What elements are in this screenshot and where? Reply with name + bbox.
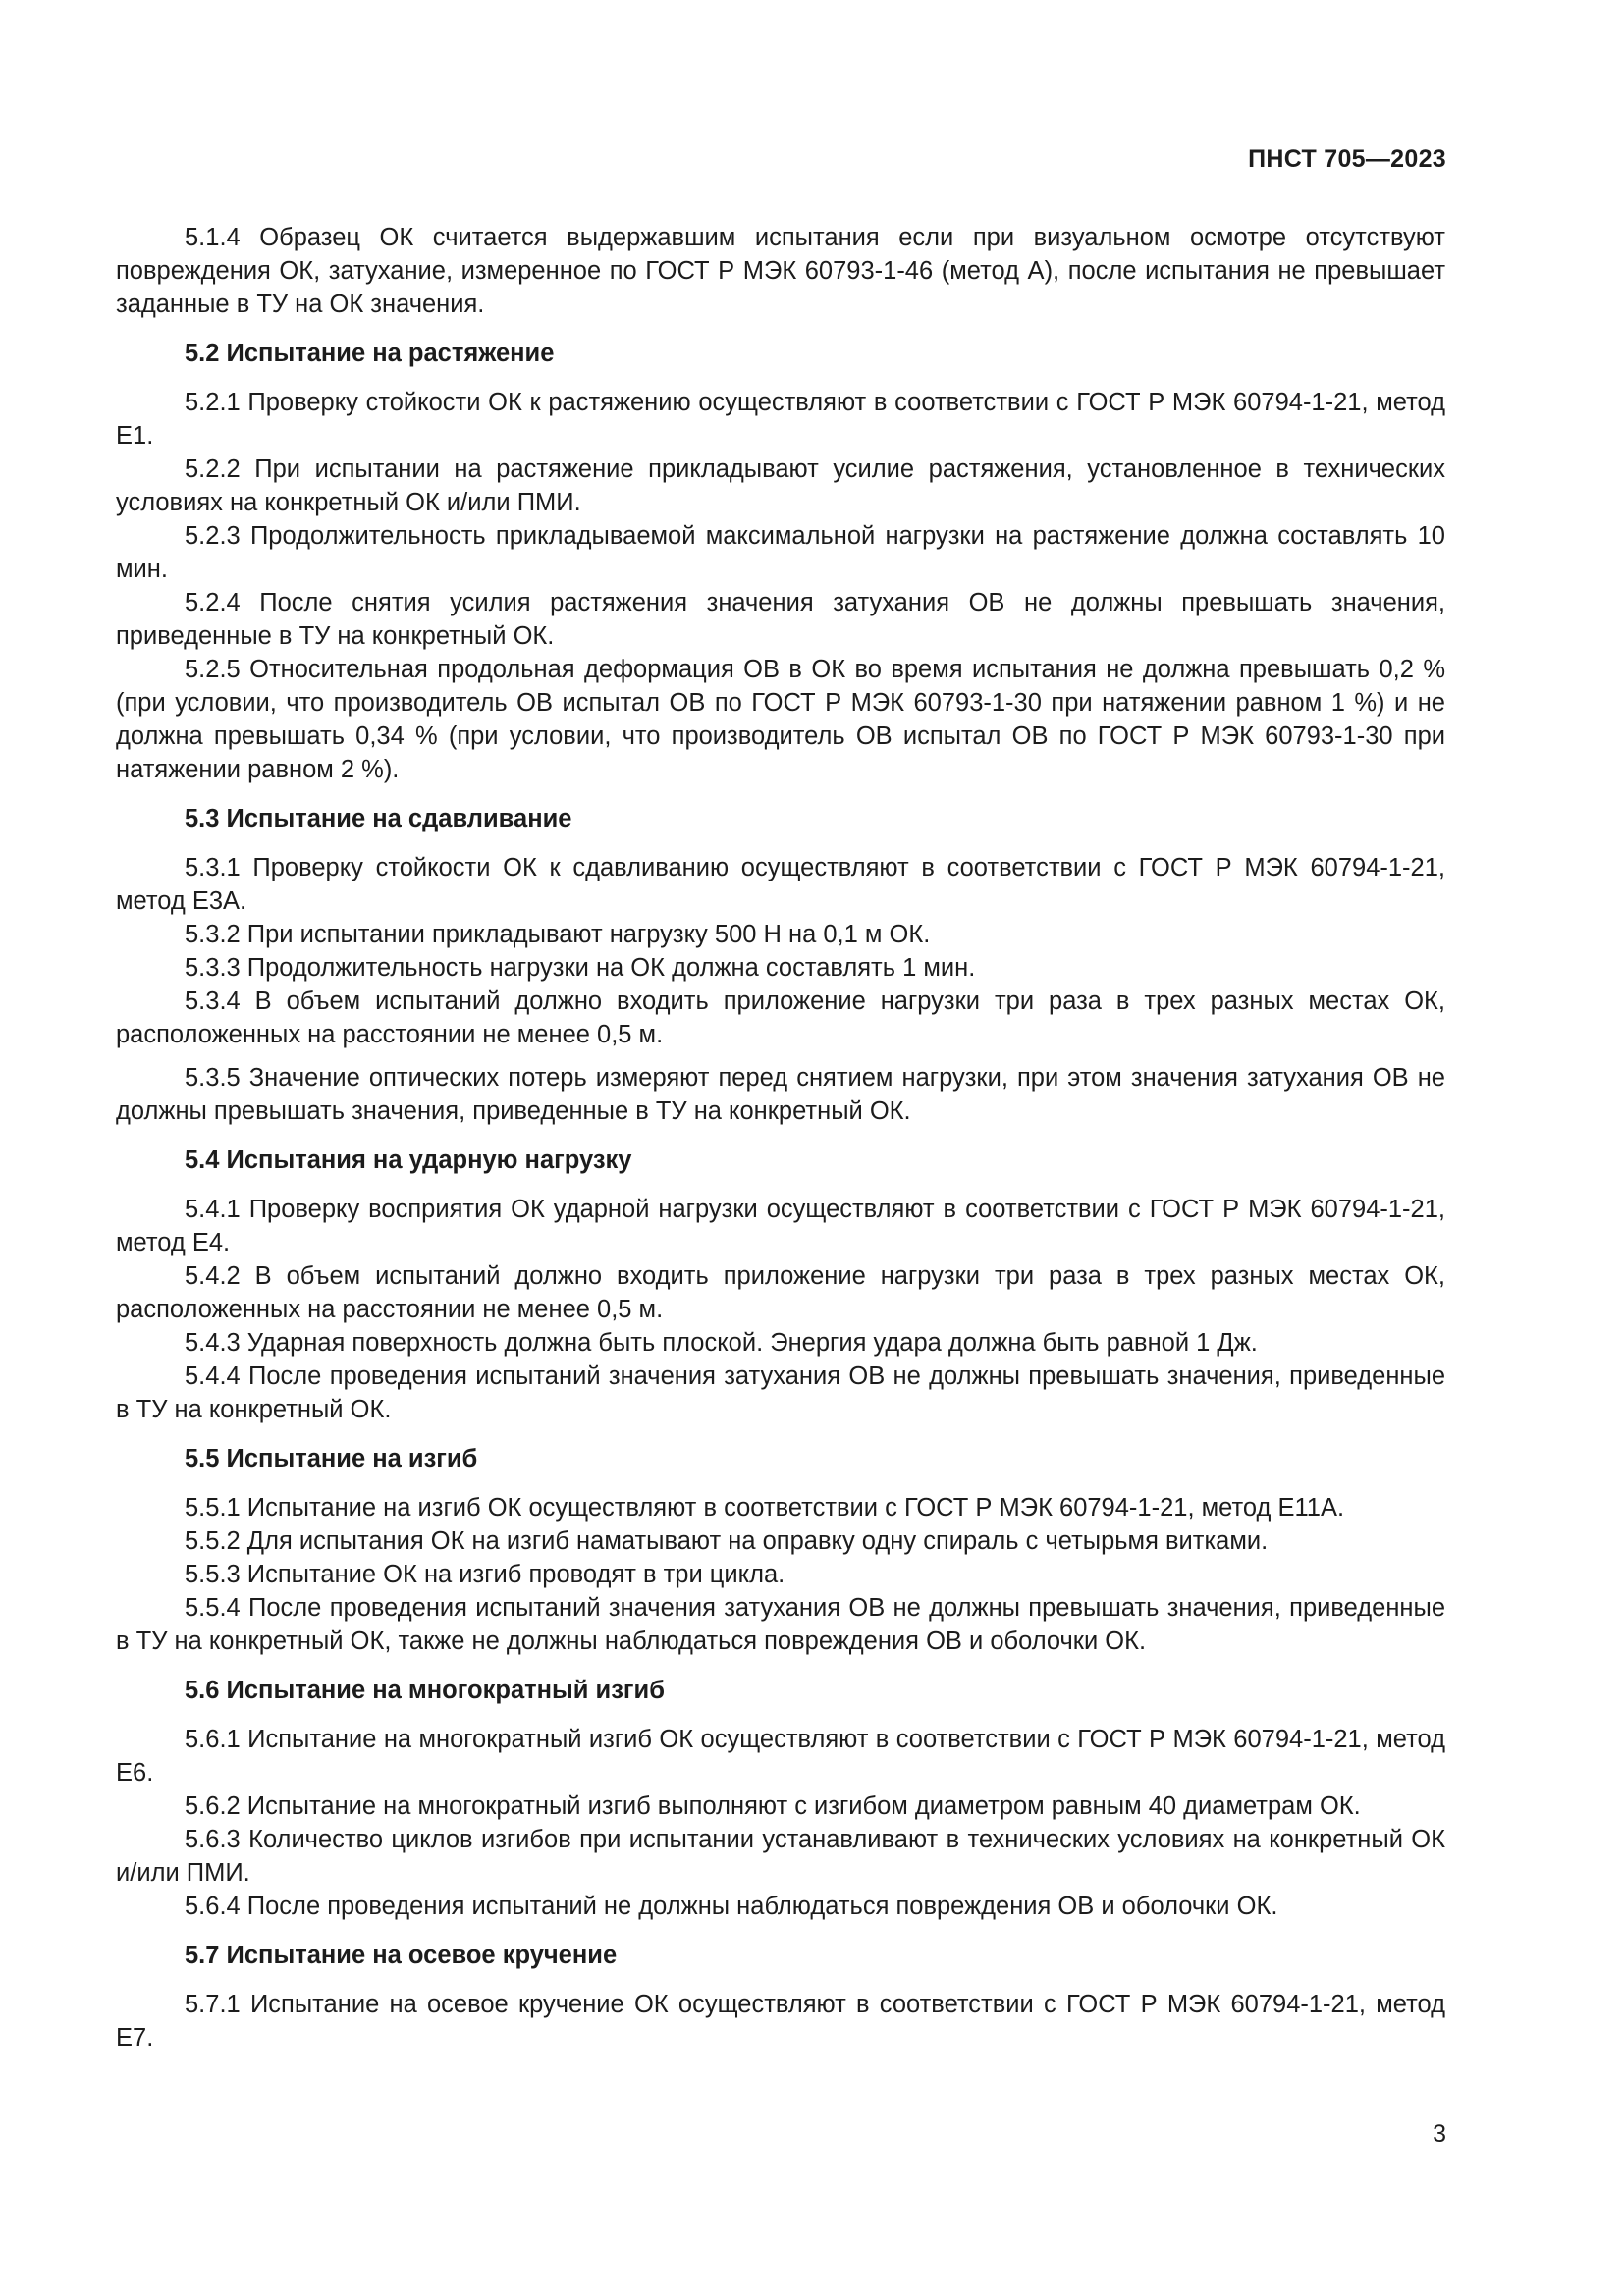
clause-paragraph: 5.3.3 Продолжительность нагрузки на ОК должна составлять 1 мин. xyxy=(185,954,976,982)
section-heading: 5.6 Испытание на многократный изгиб xyxy=(185,1677,665,1704)
clause-paragraph: 5.2.1 Проверку стойкости ОК к растяжению осуществляют в соответствии с ГОСТ Р МЭК 60794-1-21, метод Е1. xyxy=(116,389,1445,450)
document-id-header: ПНСТ 705—2023 xyxy=(1248,145,1446,173)
clause-paragraph: 5.3.4 В объем испытаний должно входить приложение нагрузки три раза в трех разных местах ОК, расположенных на расстоянии не менее 0,5 м. xyxy=(116,988,1445,1048)
clause-paragraph: 5.6.3 Количество циклов изгибов при испытании устанавливают в технических условиях на конкретный ОК и/или ПМИ. xyxy=(116,1826,1445,1887)
clause-paragraph: 5.6.1 Испытание на многократный изгиб ОК осуществляют в соответствии с ГОСТ Р МЭК 60794-1-21, метод Е6. xyxy=(116,1726,1445,1787)
clause-paragraph: 5.3.2 При испытании прикладывают нагрузку 500 Н на 0,1 м ОК. xyxy=(185,921,931,948)
clause-paragraph: 5.7.1 Испытание на осевое кручение ОК осуществляют в соответствии с ГОСТ Р МЭК 60794-1-21, метод Е7. xyxy=(116,1991,1445,2052)
clause-paragraph: 5.4.4 После проведения испытаний значения затухания ОВ не должны превышать значения, приведенные в ТУ на конкретный ОК. xyxy=(116,1362,1445,1423)
clause-paragraph: 5.6.4 После проведения испытаний не должны наблюдаться повреждения ОВ и оболочки ОК. xyxy=(185,1893,1278,1920)
clause-paragraph: 5.5.1 Испытание на изгиб ОК осуществляют в соответствии с ГОСТ Р МЭК 60794-1-21, метод Е11А. xyxy=(185,1494,1345,1522)
clause-paragraph: 5.3.1 Проверку стойкости ОК к сдавливанию осуществляют в соответствии с ГОСТ Р МЭК 60794-1-21, метод Е3А. xyxy=(116,854,1445,915)
section-heading: 5.4 Испытания на ударную нагрузку xyxy=(185,1147,632,1174)
section-heading: 5.3 Испытание на сдавливание xyxy=(185,805,572,832)
clause-paragraph: 5.2.5 Относительная продольная деформация ОВ в ОК во время испытания не должна превышать 0,2 % (при условии, что производитель ОВ испытал ОВ по ГОСТ Р МЭК 60793-1-30 при натяжении равном 1 %) и не должна превышать 0,34 % (при условии, что производитель ОВ испытал ОВ по ГОСТ Р МЭК 60793-1-30 при натяжении равном 2 %). xyxy=(116,656,1445,783)
clause-paragraph: 5.2.4 После снятия усилия растяжения значения затухания ОВ не должны превышать значения, приведенные в ТУ на конкретный ОК. xyxy=(116,589,1445,650)
clause-paragraph: 5.2.3 Продолжительность прикладываемой максимальной нагрузки на растяжение должна составлять 10 мин. xyxy=(116,522,1445,583)
clause-paragraph: 5.4.2 В объем испытаний должно входить приложение нагрузки три раза в трех разных местах ОК, расположенных на расстоянии не менее 0,5 м. xyxy=(116,1262,1445,1323)
section-heading: 5.2 Испытание на растяжение xyxy=(185,340,555,367)
clause-paragraph: 5.5.2 Для испытания ОК на изгиб наматывают на оправку одну спираль с четырьмя витками. xyxy=(185,1527,1269,1555)
page-number: 3 xyxy=(1433,2120,1446,2148)
clause-paragraph: 5.1.4 Образец ОК считается выдержавшим испытания если при визуальном осмотре отсутствуют повреждения ОК, затухание, измеренное по ГОСТ Р МЭК 60793-1-46 (метод А), после испытания не превышает заданные в ТУ на ОК значения. xyxy=(116,224,1445,318)
document-body xyxy=(116,221,1445,2055)
clause-paragraph: 5.4.1 Проверку восприятия ОК ударной нагрузки осуществляют в соответствии с ГОСТ Р МЭК 60794-1-21, метод Е4. xyxy=(116,1196,1445,1256)
section-heading: 5.5 Испытание на изгиб xyxy=(185,1445,478,1472)
clause-paragraph: 5.3.5 Значение оптических потерь измеряют перед снятием нагрузки, при этом значения затухания ОВ не должны превышать значения, приведенные в ТУ на конкретный ОК. xyxy=(116,1064,1445,1125)
clause-paragraph: 5.2.2 При испытании на растяжение прикладывают усилие растяжения, установленное в технических условиях на конкретный ОК и/или ПМИ. xyxy=(116,455,1445,516)
clause-paragraph: 5.6.2 Испытание на многократный изгиб выполняют с изгибом диаметром равным 40 диаметрам ОК. xyxy=(185,1792,1361,1820)
section-heading: 5.7 Испытание на осевое кручение xyxy=(185,1942,618,1969)
clause-paragraph: 5.4.3 Ударная поверхность должна быть плоской. Энергия удара должна быть равной 1 Дж. xyxy=(185,1329,1258,1357)
clause-paragraph: 5.5.4 После проведения испытаний значения затухания ОВ не должны превышать значения, приведенные в ТУ на конкретный ОК, также не должны наблюдаться повреждения ОВ и оболочки ОК. xyxy=(116,1594,1445,1655)
clause-paragraph: 5.5.3 Испытание ОК на изгиб проводят в три цикла. xyxy=(185,1561,785,1588)
